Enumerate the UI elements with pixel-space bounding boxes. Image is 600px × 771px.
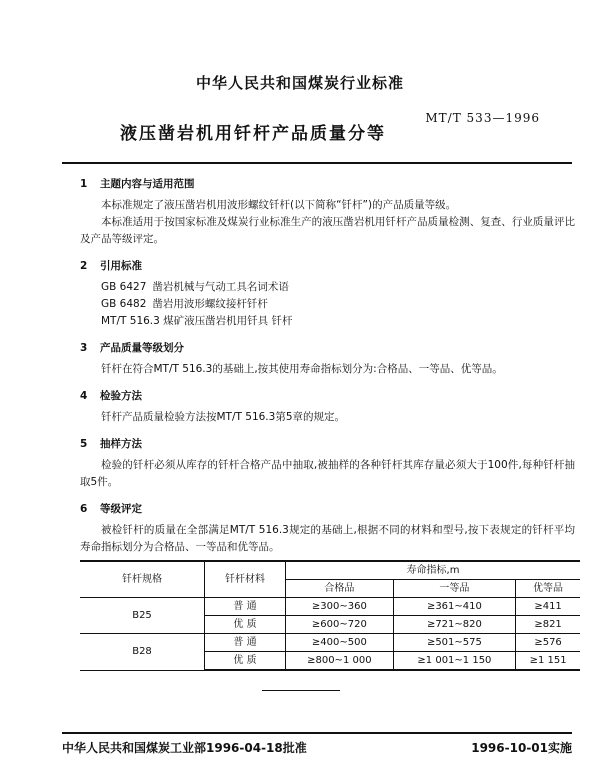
reference-code: MT/T 516.3 <box>101 315 160 327</box>
section-4-title: 检验方法 <box>100 390 142 402</box>
section-4-number: 4 <box>80 390 88 402</box>
header-spec: 钎杆规格 <box>80 561 205 598</box>
footer-divider <box>62 732 572 734</box>
reference-item <box>80 313 575 330</box>
section-1-heading <box>80 176 575 193</box>
table-row <box>80 634 580 652</box>
section-1-number: 1 <box>80 178 88 190</box>
reference-name: 煤矿液压凿岩机用钎具 钎杆 <box>163 315 293 327</box>
section-2-title: 引用标准 <box>100 260 142 272</box>
cell-material: 优 质 <box>205 652 286 671</box>
section-6-heading <box>80 501 575 518</box>
cell-qualified: ≥300~360 <box>286 598 394 616</box>
section-5-title: 抽样方法 <box>100 438 142 450</box>
section-4-paragraph-1: 钎杆产品质量检验方法按MT/T 516.3第5章的规定。 <box>101 411 346 423</box>
cell-material: 优 质 <box>205 616 286 634</box>
cell-material: 普 通 <box>205 598 286 616</box>
section-5-number: 5 <box>80 438 88 450</box>
reference-code: GB 6482 <box>101 298 147 310</box>
cell-superior: ≥1 151 <box>516 652 580 671</box>
reference-code: GB 6427 <box>101 281 147 293</box>
standard-code: MT/T 533—1996 <box>425 111 540 125</box>
section-1-title: 主题内容与适用范围 <box>100 178 195 190</box>
approval-line: 中华人民共和国煤炭工业部1996-04-18批准 <box>62 741 307 755</box>
cell-superior: ≥576 <box>516 634 580 652</box>
table-header-row <box>80 561 580 580</box>
cell-qualified: ≥600~720 <box>286 616 394 634</box>
cell-qualified: ≥400~500 <box>286 634 394 652</box>
document-title: 液压凿岩机用钎杆产品质量分等 <box>120 124 386 144</box>
header-life-index: 寿命指标,m <box>286 561 581 580</box>
reference-name: 凿岩用波形螺纹接杆钎杆 <box>152 298 268 310</box>
cell-first-grade: ≥721~820 <box>393 616 515 634</box>
header-first-grade: 一等品 <box>393 580 515 598</box>
reference-item <box>80 296 575 313</box>
header-divider <box>62 162 572 164</box>
section-3-heading <box>80 340 575 357</box>
document-body <box>80 176 575 671</box>
cell-superior: ≥821 <box>516 616 580 634</box>
cell-material: 普 通 <box>205 634 286 652</box>
cell-first-grade: ≥1 001~1 150 <box>393 652 515 671</box>
section-2-number: 2 <box>80 260 88 272</box>
section-5-paragraph-1: 检验的钎杆必须从库存的钎杆合格产品中抽取,被抽样的各种钎杆其库存量必须大于100件,每种钎杆抽取5件。 <box>80 459 575 488</box>
cell-qualified: ≥800~1 000 <box>286 652 394 671</box>
implementation-date: 1996-10-01实施 <box>471 741 572 755</box>
end-of-standard-rule <box>262 690 340 691</box>
section-6-title: 等级评定 <box>100 503 142 515</box>
cell-first-grade: ≥361~410 <box>393 598 515 616</box>
section-6-paragraph-1: 被检钎杆的质量在全部满足MT/T 516.3规定的基础上,根据不同的材料和型号,按下表规定的钎杆平均寿命指标划分为合格品、一等品和优等品。 <box>80 524 575 553</box>
header-superior: 优等品 <box>516 580 580 598</box>
table-row <box>80 598 580 616</box>
section-6-number: 6 <box>80 503 88 515</box>
section-3-paragraph-1: 钎杆在符合MT/T 516.3的基础上,按其使用寿命指标划分为:合格品、一等品、优等品。 <box>101 363 503 375</box>
standard-category: 中华人民共和国煤炭行业标准 <box>195 74 404 92</box>
cell-spec: B28 <box>80 634 205 671</box>
section-3-title: 产品质量等级划分 <box>100 342 184 354</box>
cell-superior: ≥411 <box>516 598 580 616</box>
cell-spec: B25 <box>80 598 205 634</box>
section-1-paragraph-2: 本标准适用于按国家标准及煤炭行业标准生产的液压凿岩机用钎杆产品质量检测、复查、行业质量评比及产品等级评定。 <box>80 216 575 245</box>
section-3-number: 3 <box>80 342 88 354</box>
header-qualified: 合格品 <box>286 580 394 598</box>
cell-first-grade: ≥501~575 <box>393 634 515 652</box>
header-material: 钎杆材料 <box>205 561 286 598</box>
section-5-heading <box>80 436 575 453</box>
section-1-paragraph-1: 本标准规定了液压凿岩机用波形螺纹钎杆(以下简称“钎杆”)的产品质量等级。 <box>101 199 457 211</box>
section-4-heading <box>80 388 575 405</box>
reference-item <box>80 279 575 296</box>
section-2-heading <box>80 258 575 275</box>
reference-name: 凿岩机械与气动工具名词术语 <box>152 281 289 293</box>
quality-grade-table <box>80 560 580 671</box>
